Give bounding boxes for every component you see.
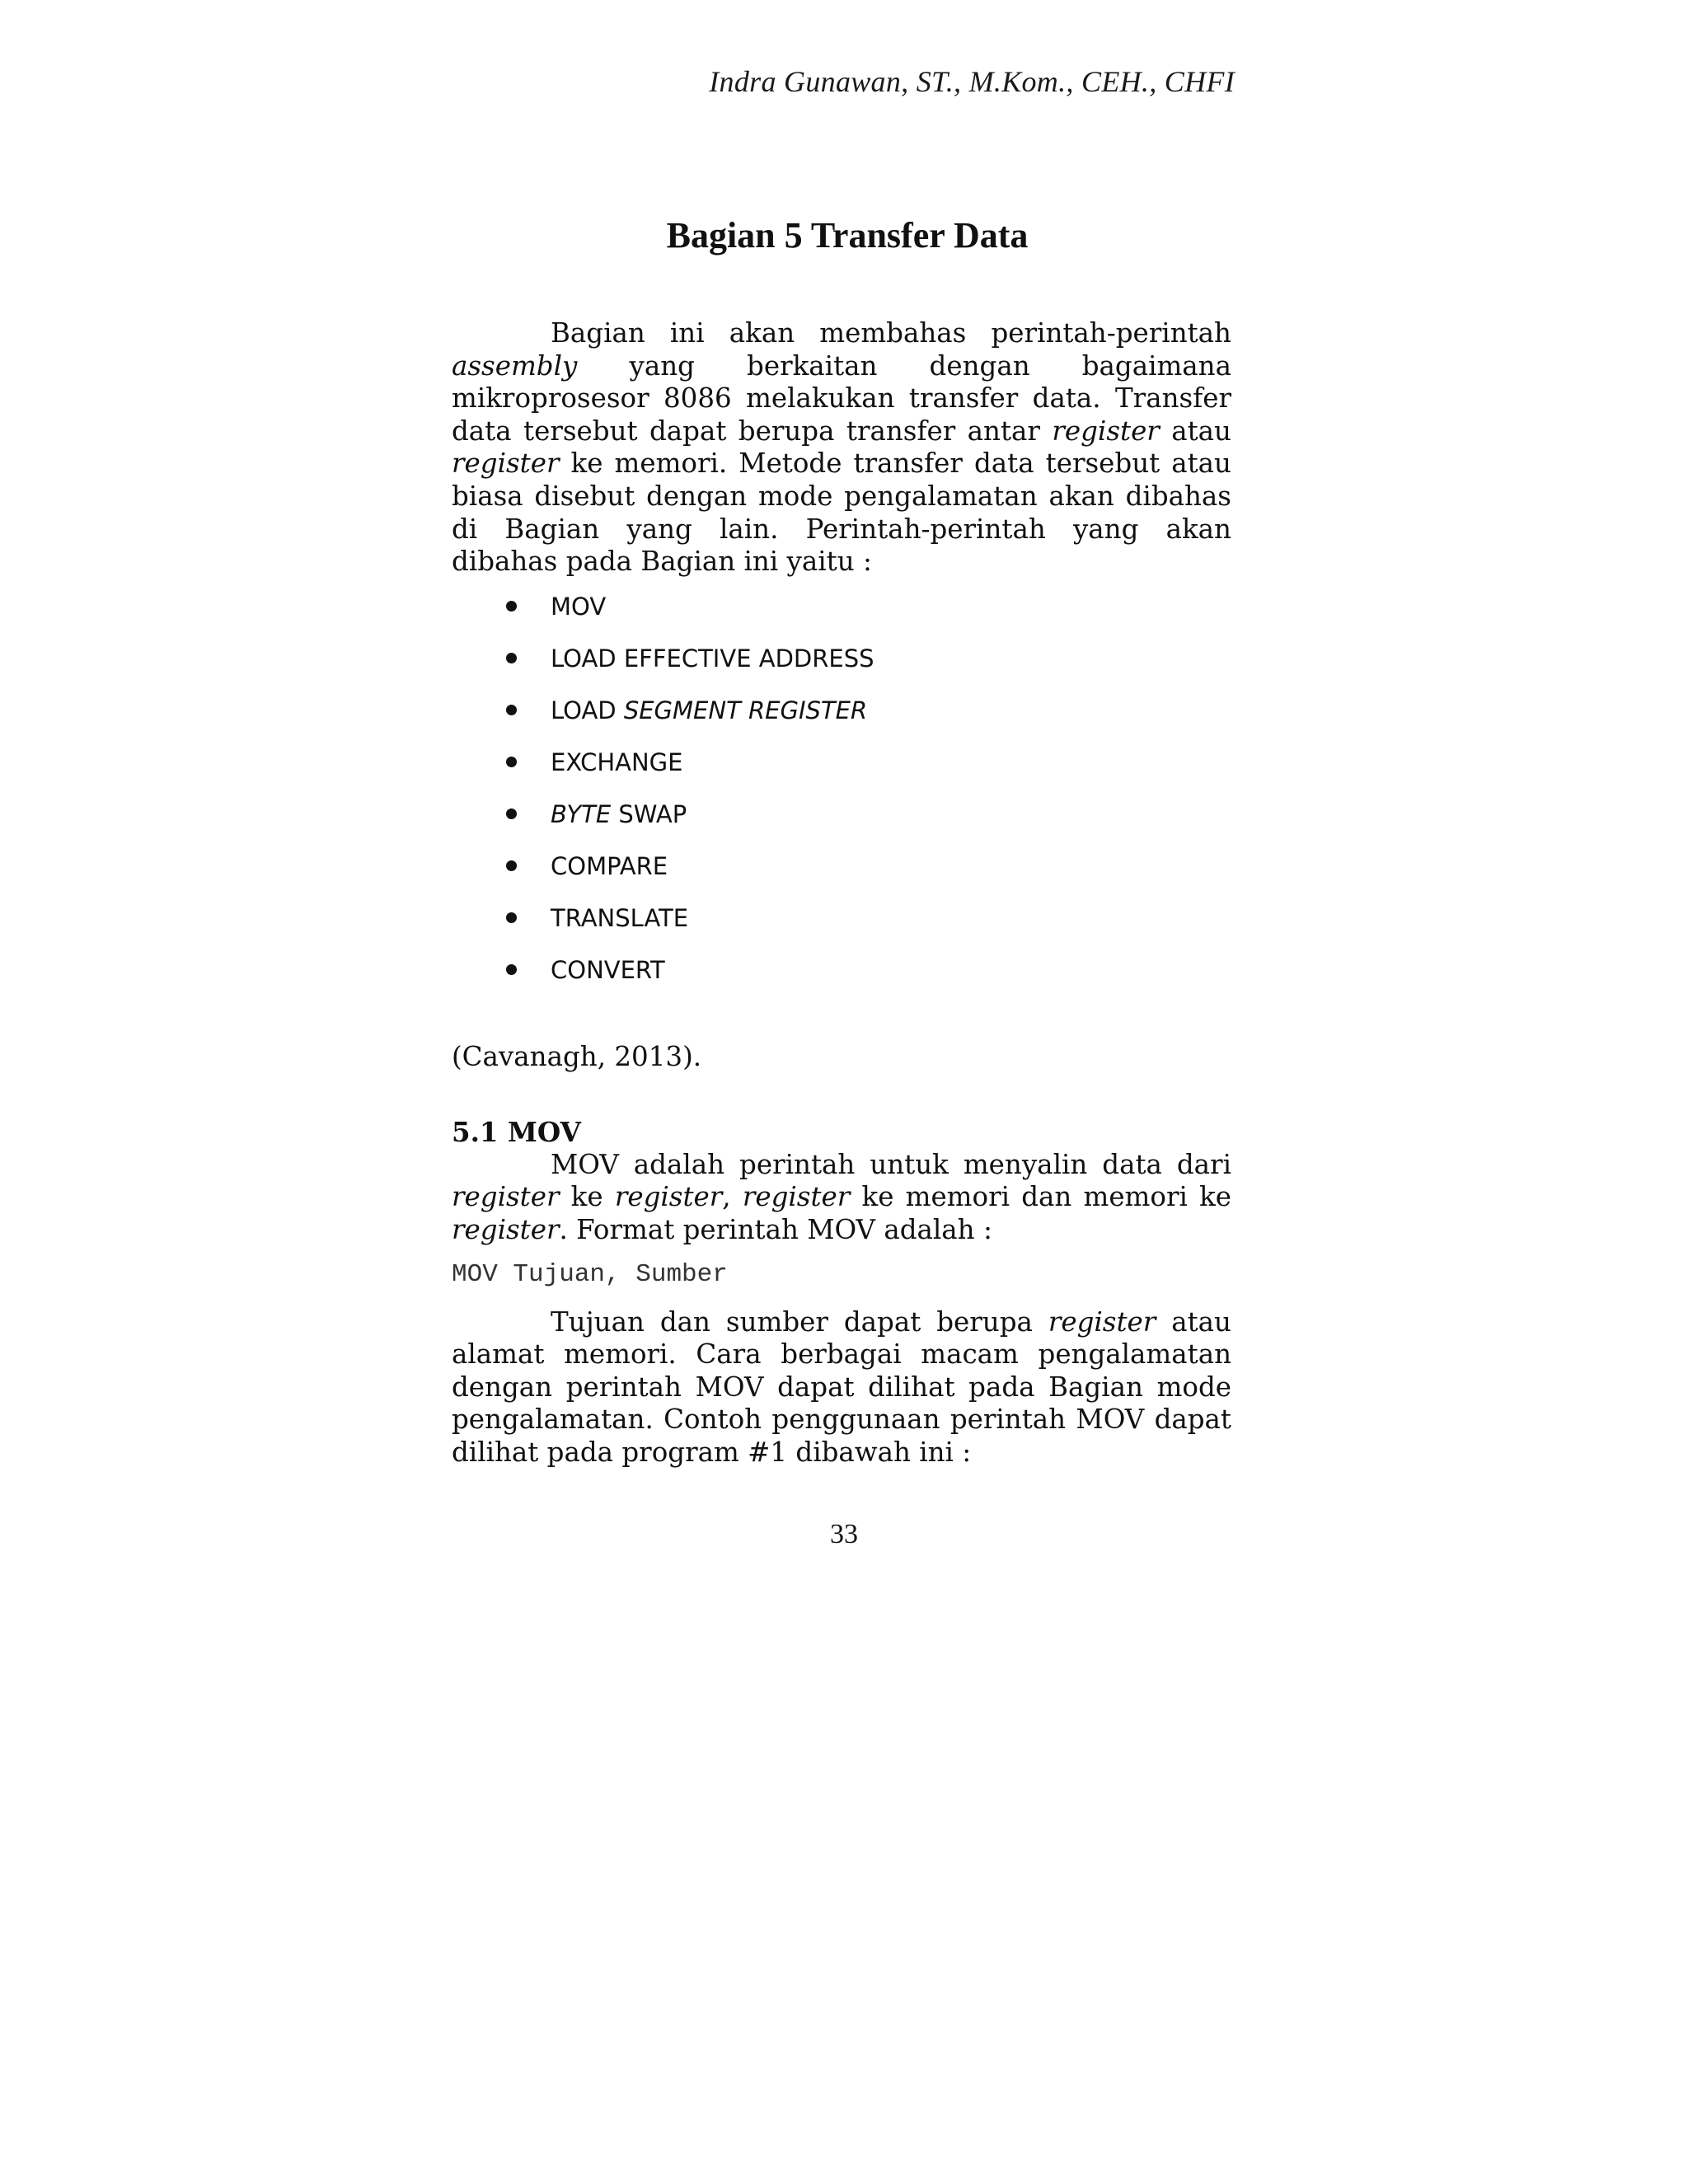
bullet-icon — [506, 601, 517, 612]
mov-text: ke — [559, 1181, 615, 1213]
page-body — [452, 317, 1231, 1469]
list-item-label: MOV — [551, 592, 607, 621]
list-item-compare — [452, 850, 1231, 902]
mov-term-register: register — [614, 1181, 723, 1213]
mov-text: . Format perintah MOV adalah : — [559, 1213, 992, 1245]
citation: (Cavanagh, 2013). — [452, 1040, 702, 1072]
intro-paragraph — [452, 317, 1231, 579]
list-item-mov — [452, 590, 1231, 642]
section-heading-mov: 5.1 MOV — [452, 1115, 581, 1148]
mov-text: , — [722, 1181, 743, 1213]
mov-term-register: register — [452, 1213, 560, 1245]
mov-text: ke memori dan memori ke — [850, 1181, 1231, 1213]
intro-term-assembly: assembly — [452, 349, 578, 382]
bullet-icon — [506, 860, 517, 871]
bullet-icon — [506, 964, 517, 975]
intro-term-register-2: register — [452, 448, 560, 480]
list-item-label: EXCHANGE — [551, 748, 683, 776]
intro-text-2: yang berkaitan dengan bagaimana mikroprosesor 8086 melakukan transfer data. Transfer data tersebut dapat berupa transfer antar — [452, 349, 1231, 447]
mov-text: Tujuan dan sumber dapat berupa — [551, 1305, 1048, 1338]
list-item-label: SWAP — [611, 799, 687, 828]
mov-text: MOV adalah perintah untuk menyalin data dari — [551, 1148, 1231, 1180]
chapter-title: Bagian 5 Transfer Data — [666, 215, 1029, 255]
mov-term-register: register — [1048, 1305, 1156, 1338]
intro-text-1: Bagian ini akan membahas perintah-perintah — [551, 317, 1231, 349]
list-item-label: COMPARE — [551, 851, 668, 880]
list-item-label-italic: SEGMENT REGISTER — [623, 696, 868, 724]
running-header: Indra Gunawan, ST., M.Kom., CEH., CHFI — [709, 65, 1235, 98]
page-number: 33 — [830, 1519, 858, 1549]
intro-term-register-1: register — [1052, 415, 1160, 447]
bullet-icon — [506, 912, 517, 923]
intro-text-3: atau — [1159, 415, 1231, 447]
mov-paragraph-1 — [452, 1149, 1231, 1247]
mov-term-register: register — [742, 1181, 851, 1213]
mov-text: atau alamat memori. Cara berbagai macam pengalamatan dengan perintah MOV dapat dilihat pada Bagian mode pengalamatan. Contoh penggunaan perintah MOV dapat dilihat pada program #1 dibawah ini : — [452, 1305, 1231, 1468]
instruction-list — [452, 590, 1231, 1005]
intro-text-4: ke memori. Metode transfer data tersebut atau biasa disebut dengan mode pengalamatan akan dibahas di Bagian yang lain. Perintah-perintah yang akan dibahas pada Bagian ini yaitu : — [452, 448, 1231, 578]
list-item-label: LOAD — [551, 696, 624, 724]
list-item-lea — [452, 642, 1231, 694]
list-item-label: TRANSLATE — [551, 903, 689, 932]
list-item-byte-swap — [452, 798, 1231, 850]
bullet-icon — [506, 808, 517, 819]
code-format-line: MOV Tujuan, Sumber — [452, 1259, 728, 1289]
bullet-icon — [506, 757, 517, 767]
list-item-label: CONVERT — [551, 955, 665, 984]
mov-term-register: register — [452, 1181, 560, 1213]
mov-paragraph-2 — [452, 1306, 1231, 1469]
list-item-label-italic: BYTE — [551, 799, 612, 828]
list-item-exchange — [452, 746, 1231, 798]
list-item-convert — [452, 954, 1231, 1005]
bullet-icon — [506, 705, 517, 715]
list-item-load-segment — [452, 694, 1231, 746]
list-item-translate — [452, 902, 1231, 954]
list-item-label: LOAD EFFECTIVE ADDRESS — [551, 644, 874, 673]
bullet-icon — [506, 653, 517, 663]
